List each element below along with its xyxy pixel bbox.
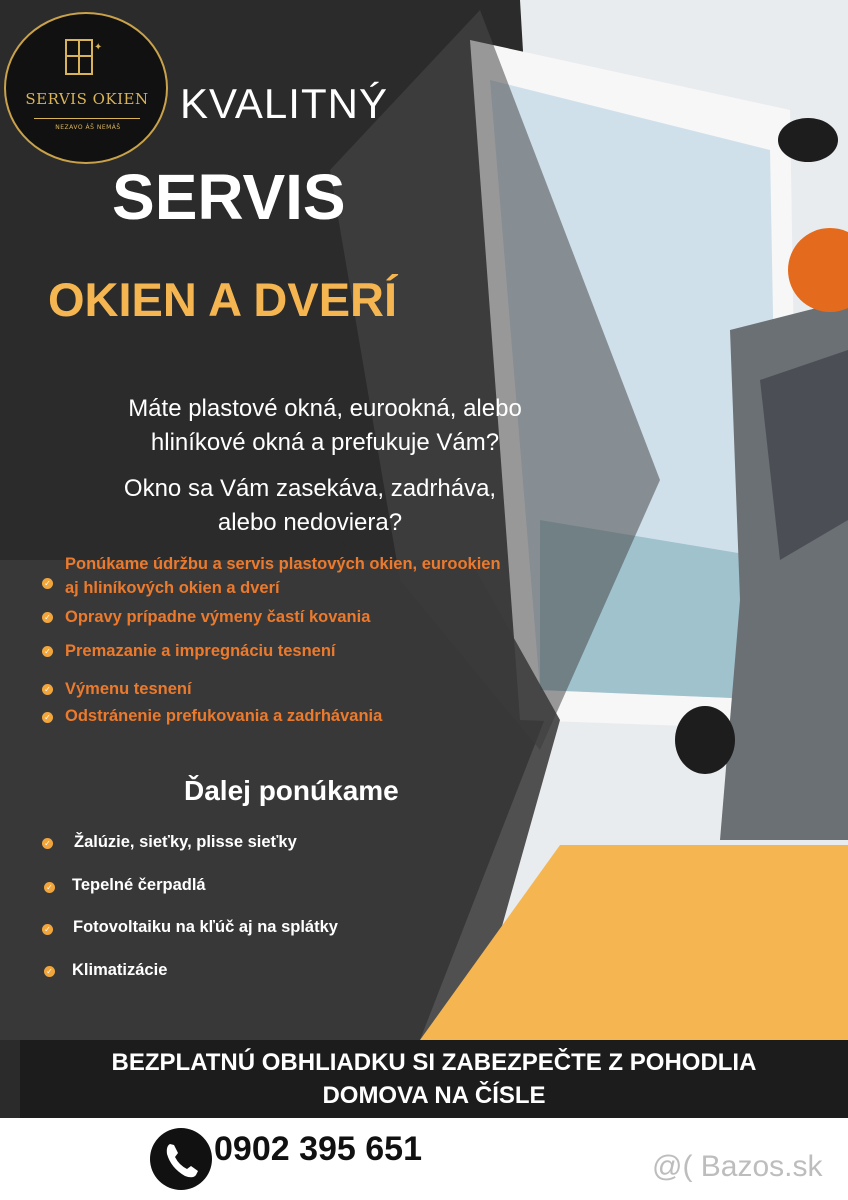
logo-name: SERVIS OKIEN [25, 90, 149, 108]
check-icon: ✓ [42, 838, 53, 849]
check-icon: ✓ [42, 924, 53, 935]
more-item: Žalúzie, sieťky, plisse sieťky [74, 833, 297, 851]
service-item-line1: Ponúkame údržbu a servis plastových okien, eurookien [65, 555, 501, 573]
service-item: Výmenu tesnení [65, 680, 192, 698]
window-logo-icon [62, 38, 102, 78]
intro-q1-line2: hliníkové okná a prefukuje Vám? [150, 429, 500, 456]
check-icon: ✓ [42, 578, 53, 589]
check-icon: ✓ [42, 712, 53, 723]
service-item: Odstránenie prefukovania a zadrhávania [65, 707, 383, 725]
logo-divider [34, 118, 140, 119]
more-title: Ďalej ponúkame [184, 775, 399, 806]
check-icon: ✓ [42, 684, 53, 695]
intro-question-1 [60, 392, 590, 460]
intro-q2-line1: Okno sa Vám zasekáva, zadrháva, [123, 475, 497, 502]
footer-line1: BEZPLATNÚ OBHLIADKU SI ZABEZPEČTE Z POHODLIA [111, 1049, 757, 1076]
service-item: Opravy prípadne výmeny častí kovania [65, 608, 371, 626]
footer-line2: DOMOVA NA ČÍSLE [322, 1082, 546, 1109]
check-icon: ✓ [42, 612, 53, 623]
more-item: Klimatizácie [72, 961, 168, 979]
logo-badge [4, 12, 168, 164]
heading-kvalitny: KVALITNÝ [180, 80, 388, 127]
bazos-watermark: @( Bazos.sk [652, 1150, 823, 1183]
intro-question-2 [60, 472, 560, 540]
footer-text [20, 1046, 848, 1112]
more-item: Fotovoltaiku na kľúč aj na splátky [73, 918, 338, 936]
svg-text:✦: ✦ [94, 42, 102, 53]
phone-number[interactable]: 0902 395 651 [214, 1130, 422, 1168]
service-item: Premazanie a impregnáciu tesnení [65, 642, 336, 660]
heading-okien-a-dveri: OKIEN A DVERÍ [48, 273, 398, 326]
service-item-line2: aj hliníkových okien a dverí [65, 579, 280, 597]
service-item [65, 552, 501, 600]
logo-tagline: NEZAVO ÁŠ NEMÁŠ [55, 124, 121, 131]
intro-q1-line1: Máte plastové okná, eurookná, alebo [128, 395, 522, 422]
heading-servis: SERVIS [112, 161, 346, 233]
check-icon: ✓ [44, 882, 55, 893]
check-icon: ✓ [44, 966, 55, 977]
phone-icon [150, 1128, 212, 1190]
check-icon: ✓ [42, 646, 53, 657]
intro-q2-line2: alebo nedoviera? [217, 509, 403, 536]
more-item: Tepelné čerpadlá [72, 876, 206, 894]
